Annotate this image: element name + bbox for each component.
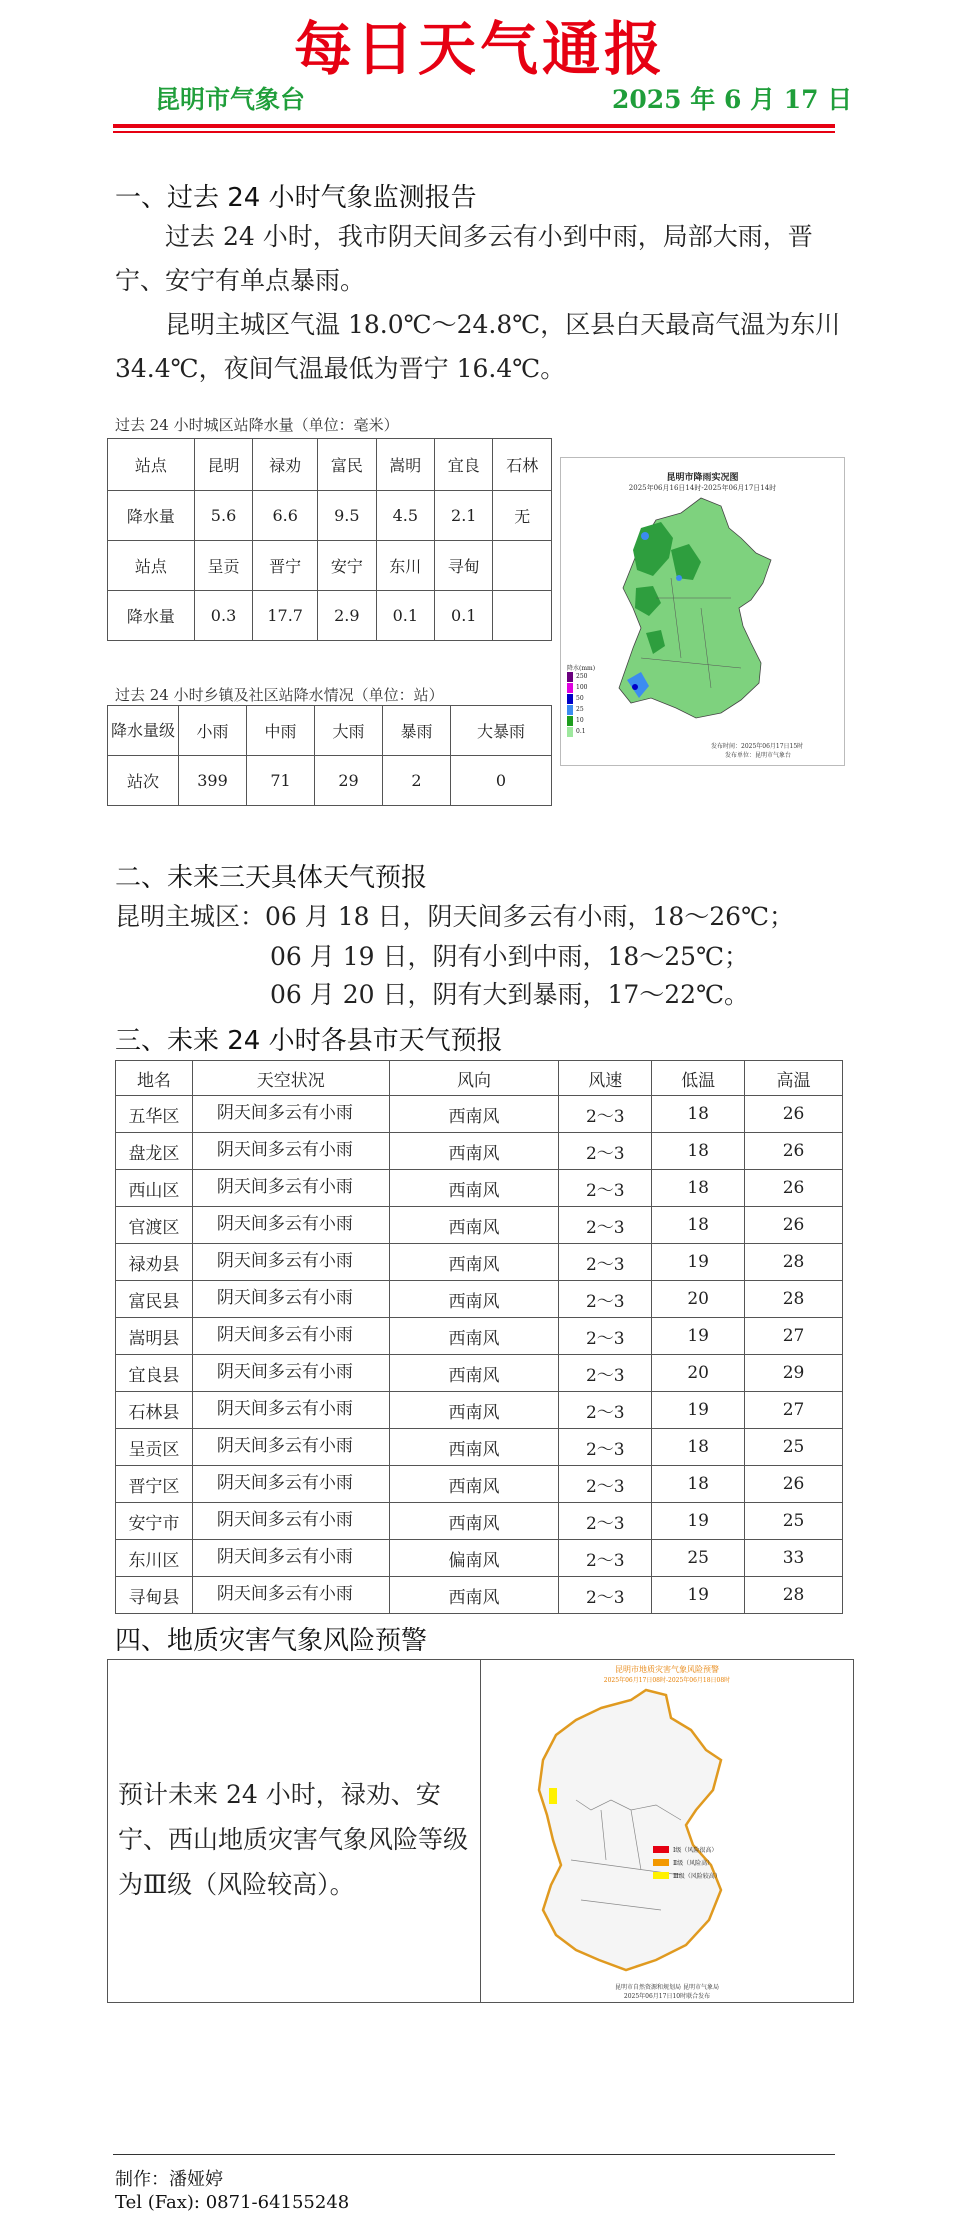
report-date: 2025 年 6 月 17 日 [612,85,853,114]
table-cell: 0.3 [194,591,252,641]
cell-wind-dir: 偏南风 [389,1540,559,1577]
table-row [116,1096,843,1133]
rain-legend-unit: 降水(mm) [567,665,596,672]
cell-wind-speed: 2～3 [559,1318,652,1355]
footer-rule [113,2154,835,2155]
cell-wind-speed: 2～3 [559,1355,652,1392]
table-cell: 禄劝 [253,439,318,491]
cell-sky: 阴天间多云有小雨 [192,1355,389,1392]
cell-wind-speed: 2～3 [559,1577,652,1614]
table-cell: 降水量级 [108,706,179,756]
table-cell: 无 [493,491,552,541]
risk-map-title: 昆明市地质灾害气象风险预警 [615,1665,719,1674]
cell-high: 28 [745,1281,843,1318]
cell-wind-speed: 2～3 [559,1540,652,1577]
table-cell: 399 [179,756,247,806]
legend-swatch [567,694,573,704]
table-cell: 5.6 [194,491,252,541]
cell-high: 26 [745,1133,843,1170]
table-row [108,439,552,491]
cell-low: 25 [652,1540,745,1577]
cell-low: 20 [652,1281,745,1318]
cell-sky: 阴天间多云有小雨 [192,1207,389,1244]
cell-wind-dir: 西南风 [389,1244,559,1281]
col-header-low: 低温 [652,1061,745,1096]
col-header-high: 高温 [745,1061,843,1096]
cell-wind-dir: 西南风 [389,1318,559,1355]
col-header-wind-dir: 风向 [389,1061,559,1096]
cell-wind-speed: 2～3 [559,1503,652,1540]
header-rule-thick [113,124,835,128]
table-cell: 降水量 [108,591,195,641]
cell-sky: 阴天间多云有小雨 [192,1392,389,1429]
table-row [116,1355,843,1392]
risk-map-footer2: 2025年06月17日10时联合发布 [623,1993,711,2000]
cell-wind-speed: 2～3 [559,1207,652,1244]
rain-legend-item [567,715,587,726]
cell-low: 18 [652,1096,745,1133]
table-row [108,591,552,641]
legend-label: 100 [576,684,588,691]
cell-sky: 阴天间多云有小雨 [192,1577,389,1614]
cell-sky: 阴天间多云有小雨 [192,1540,389,1577]
cell-sky: 阴天间多云有小雨 [192,1281,389,1318]
table-row [116,1429,843,1466]
cell-place: 呈贡区 [116,1429,193,1466]
table-cell: 6.6 [253,491,318,541]
cell-low: 20 [652,1355,745,1392]
table-cell: 0.1 [435,591,493,641]
table-row [116,1244,843,1281]
legend-label: Ⅰ级（风险很高） [673,1847,718,1854]
legend-label: 50 [576,695,584,702]
cell-place: 寻甸县 [116,1577,193,1614]
table-cell: 寻甸 [435,541,493,591]
table-cell: 东川 [376,541,434,591]
col-header-sky: 天空状况 [192,1061,389,1096]
cell-high: 26 [745,1466,843,1503]
rain-legend-item [567,682,587,693]
rain-map-shape [561,458,844,765]
table-cell: 中雨 [247,706,315,756]
cell-sky: 阴天间多云有小雨 [192,1133,389,1170]
cell-high: 27 [745,1392,843,1429]
cell-low: 18 [652,1207,745,1244]
cell-low: 19 [652,1318,745,1355]
cell-place: 盘龙区 [116,1133,193,1170]
cell-wind-speed: 2～3 [559,1244,652,1281]
cell-place: 嵩明县 [116,1318,193,1355]
table-row [116,1170,843,1207]
forecast-line2: 06 月 19 日，阴有小到中雨，18～25℃； [270,942,750,971]
risk-legend-item [653,1856,721,1869]
cell-sky: 阴天间多云有小雨 [192,1429,389,1466]
issuing-office: 昆明市气象台 [155,85,306,114]
cell-low: 19 [652,1503,745,1540]
cell-wind-speed: 2～3 [559,1466,652,1503]
legend-swatch [567,716,573,726]
risk-map-shape [481,1660,853,2002]
header-rule-thin [113,131,835,133]
cell-low: 19 [652,1392,745,1429]
table-cell: 0.1 [376,591,434,641]
legend-label: 25 [576,706,584,713]
cell-place: 官渡区 [116,1207,193,1244]
cell-place: 禄劝县 [116,1244,193,1281]
legend-swatch [653,1872,669,1879]
cell-place: 晋宁区 [116,1466,193,1503]
table-cell: 9.5 [318,491,376,541]
table-row [116,1577,843,1614]
cell-low: 19 [652,1577,745,1614]
cell-place: 五华区 [116,1096,193,1133]
table-cell: 小雨 [179,706,247,756]
cell-low: 19 [652,1244,745,1281]
rain-map-footer2: 发布单位：昆明市气象台 [725,752,792,759]
cell-wind-dir: 西南风 [389,1170,559,1207]
table-cell: 29 [315,756,383,806]
table2-caption: 过去 24 小时乡镇及社区站降水情况（单位：站） [115,686,444,704]
table-cell: 大雨 [315,706,383,756]
risk-legend-item [653,1869,721,1882]
table-cell: 昆明 [194,439,252,491]
cell-place: 安宁市 [116,1503,193,1540]
cell-high: 28 [745,1244,843,1281]
table-cell: 富民 [318,439,376,491]
table-row [108,756,552,806]
table-cell: 嵩明 [376,439,434,491]
table-row [116,1207,843,1244]
cell-high: 28 [745,1577,843,1614]
table-cell: 站点 [108,439,195,491]
forecast-line1: 昆明主城区：06 月 18 日，阴天间多云有小雨，18～26℃； [115,902,795,931]
table-row [116,1318,843,1355]
rain-legend-item [567,693,587,704]
table-cell: 晋宁 [253,541,318,591]
report-title: 每日天气通报 [293,15,666,83]
cell-high: 26 [745,1096,843,1133]
cell-place: 宜良县 [116,1355,193,1392]
table-row [116,1133,843,1170]
cell-high: 26 [745,1207,843,1244]
cell-low: 18 [652,1133,745,1170]
legend-label: Ⅲ级（风险较高） [673,1873,721,1880]
cell-low: 18 [652,1170,745,1207]
table-cell: 暴雨 [383,706,451,756]
legend-label: 10 [576,717,584,724]
legend-label: 250 [576,673,588,680]
cell-high: 25 [745,1503,843,1540]
table-header-row [116,1061,843,1096]
rain-legend-item [567,704,587,715]
footer-author: 制作：潘娅婷 [115,2169,223,2190]
table-cell: 0 [451,756,552,806]
legend-swatch [653,1846,669,1853]
cell-wind-dir: 西南风 [389,1133,559,1170]
section1-para1: 过去 24 小时，我市阴天间多云有小到中雨，局部大雨，晋宁、安宁有单点暴雨。 [115,222,813,295]
legend-swatch [567,727,573,737]
table-cell: 大暴雨 [451,706,552,756]
table-row [116,1466,843,1503]
legend-swatch [567,705,573,715]
table-row [116,1392,843,1429]
table-row [108,706,552,756]
table-cell [493,541,552,591]
geo-risk-box [107,1659,854,2003]
table-cell: 71 [247,756,315,806]
table-cell: 站次 [108,756,179,806]
col-header-wind-speed: 风速 [559,1061,652,1096]
table-cell [493,591,552,641]
cell-wind-dir: 西南风 [389,1355,559,1392]
cell-wind-speed: 2～3 [559,1429,652,1466]
county-forecast-table [115,1060,843,1614]
cell-high: 27 [745,1318,843,1355]
geo-risk-text: 预计未来 24 小时，禄劝、安宁、西山地质灾害气象风险等级为Ⅲ级（风险较高）。 [118,1780,469,1899]
table-cell: 石林 [493,439,552,491]
section4-heading: 四、地质灾害气象风险预警 [115,1626,428,1656]
rain-map-footer1: 发布时间：2025年06月17日15时 [711,743,804,750]
table-cell: 2.1 [435,491,493,541]
table-cell: 站点 [108,541,195,591]
table-cell: 2.9 [318,591,376,641]
cell-sky: 阴天间多云有小雨 [192,1096,389,1133]
section2-heading: 二、未来三天具体天气预报 [115,863,428,893]
legend-label: 0.1 [576,728,586,735]
table-cell: 呈贡 [194,541,252,591]
table-cell: 安宁 [318,541,376,591]
rain-map-title: 昆明市降雨实况图 [666,473,739,483]
table1-caption: 过去 24 小时城区站降水量（单位：毫米） [115,416,399,434]
section1-heading: 一、过去 24 小时气象监测报告 [115,183,477,213]
table-cell: 17.7 [253,591,318,641]
cell-place: 富民县 [116,1281,193,1318]
rain-map-subtitle: 2025年06月16日14时-2025年06月17日14时 [628,484,777,492]
cell-low: 18 [652,1429,745,1466]
table-cell: 降水量 [108,491,195,541]
cell-sky: 阴天间多云有小雨 [192,1503,389,1540]
risk-map-subtitle: 2025年06月17日08时-2025年06月18日08时 [603,1677,731,1684]
cell-wind-speed: 2～3 [559,1281,652,1318]
table-cell: 4.5 [376,491,434,541]
cell-wind-dir: 西南风 [389,1281,559,1318]
forecast-line3: 06 月 20 日，阴有大到暴雨，17～22℃。 [270,980,750,1009]
rain-legend-item [567,726,587,737]
cell-wind-dir: 西南风 [389,1503,559,1540]
cell-high: 29 [745,1355,843,1392]
legend-label: Ⅱ级（风险高） [673,1860,714,1867]
section3-heading: 三、未来 24 小时各县市天气预报 [115,1026,503,1056]
cell-sky: 阴天间多云有小雨 [192,1466,389,1503]
table-row [116,1281,843,1318]
legend-swatch [567,683,573,693]
risk-legend-item [653,1843,721,1856]
town-rain-table [107,705,552,806]
cell-wind-dir: 西南风 [389,1466,559,1503]
rain-legend [567,671,587,737]
legend-swatch [653,1859,669,1866]
section1-para2: 昆明主城区气温 18.0℃～24.8℃，区县白天最高气温为东川 34.4℃，夜间气温最低为晋宁 16.4℃。 [115,310,841,383]
cell-wind-dir: 西南风 [389,1207,559,1244]
cell-wind-dir: 西南风 [389,1577,559,1614]
table-cell: 宜良 [435,439,493,491]
rain-legend-item [567,671,587,682]
rain-map [560,457,845,766]
risk-map [481,1660,853,2002]
table-row [108,491,552,541]
table-row [108,541,552,591]
cell-wind-dir: 西南风 [389,1096,559,1133]
cell-place: 西山区 [116,1170,193,1207]
cell-high: 26 [745,1170,843,1207]
city-rain-table [107,438,552,641]
cell-high: 33 [745,1540,843,1577]
table-row [116,1503,843,1540]
cell-wind-speed: 2～3 [559,1133,652,1170]
footer-tel: Tel (Fax): 0871-64155248 [115,2192,350,2213]
cell-sky: 阴天间多云有小雨 [192,1170,389,1207]
table-row [116,1540,843,1577]
cell-wind-dir: 西南风 [389,1429,559,1466]
cell-place: 东川区 [116,1540,193,1577]
cell-sky: 阴天间多云有小雨 [192,1318,389,1355]
col-header-place: 地名 [116,1061,193,1096]
cell-sky: 阴天间多云有小雨 [192,1244,389,1281]
cell-place: 石林县 [116,1392,193,1429]
risk-legend [653,1843,721,1882]
cell-wind-speed: 2～3 [559,1170,652,1207]
cell-wind-speed: 2～3 [559,1392,652,1429]
risk-map-footer1: 昆明市自然资源和规划局 昆明市气象局 [615,1984,719,1991]
cell-high: 25 [745,1429,843,1466]
table-cell: 2 [383,756,451,806]
cell-wind-speed: 2～3 [559,1096,652,1133]
legend-swatch [567,672,573,682]
cell-low: 18 [652,1466,745,1503]
cell-wind-dir: 西南风 [389,1392,559,1429]
